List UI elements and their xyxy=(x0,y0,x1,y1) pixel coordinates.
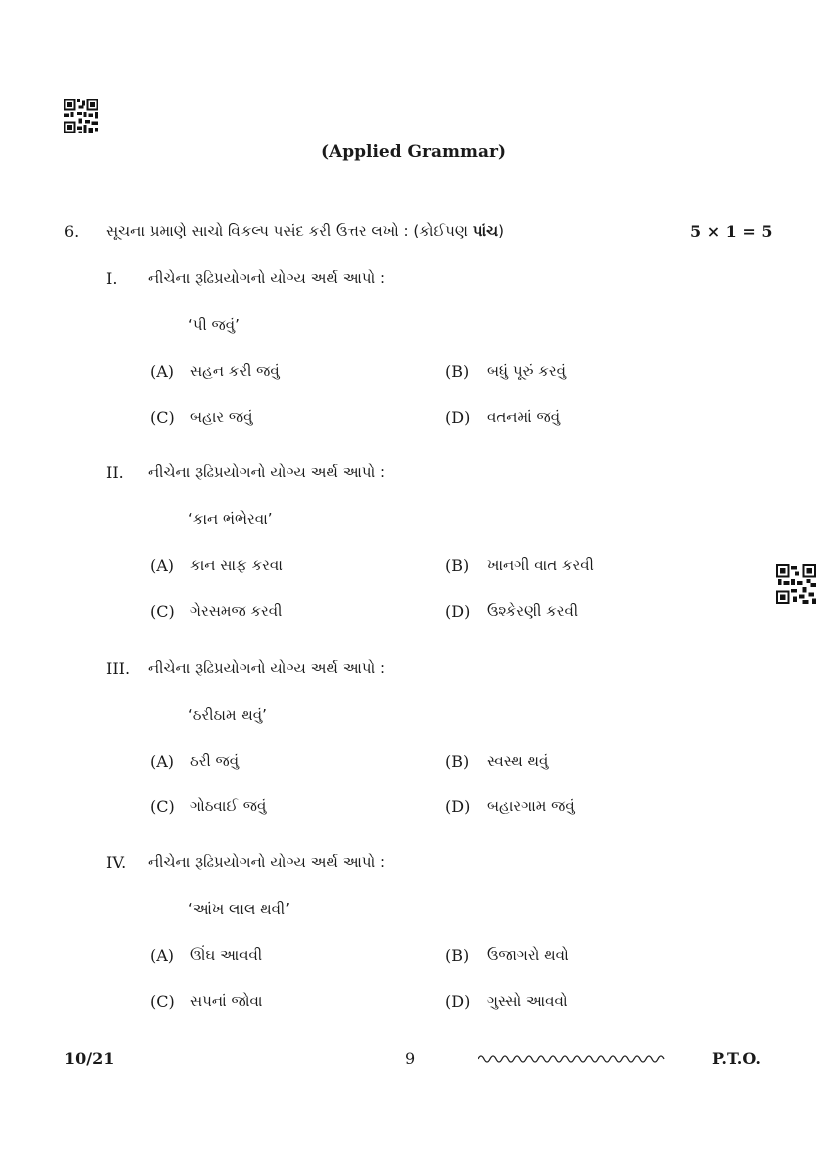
option-letter: (B) xyxy=(445,556,470,575)
idiom: ‘પી જવું’ xyxy=(188,316,240,334)
option-letter: (C) xyxy=(150,602,175,621)
question-number: 6. xyxy=(64,222,80,241)
option-text: વતનમાં જવું xyxy=(487,408,561,426)
option-letter: (A) xyxy=(150,946,175,965)
option-text: બહાર જવું xyxy=(190,408,253,426)
option-text: ઊંઘ આવવી xyxy=(190,946,263,964)
option-letter: (D) xyxy=(445,797,471,816)
option-letter: (B) xyxy=(445,362,470,381)
subquestion-label: I. xyxy=(106,269,118,288)
subquestion-text: નીચેના રૂઢિપ્રયોગનો યોગ્ય અર્થ આપો : xyxy=(148,463,386,481)
subquestion-label: IV. xyxy=(106,853,127,872)
option-letter: (C) xyxy=(150,797,175,816)
pto-label: P.T.O. xyxy=(712,1049,761,1068)
option-letter: (D) xyxy=(445,992,471,1011)
option-text: કાન સાફ કરવા xyxy=(190,556,283,574)
page-number: 9 xyxy=(405,1049,416,1068)
subquestion-label: II. xyxy=(106,463,124,482)
subquestion-text: નીચેના રૂઢિપ્રયોગનો યોગ્ય અર્થ આપો : xyxy=(148,659,386,677)
idiom: ‘ઠરીઠામ થવું’ xyxy=(188,706,267,724)
option-letter: (C) xyxy=(150,992,175,1011)
instruction-end: ) xyxy=(498,222,504,240)
option-letter: (A) xyxy=(150,752,175,771)
option-text: ગુસ્સો આવવો xyxy=(487,992,568,1010)
subquestion-label: III. xyxy=(106,659,131,678)
option-text: ખાનગી વાત કરવી xyxy=(487,556,594,574)
option-text: ઉજાગરો થવો xyxy=(487,946,569,964)
qr-code-top-icon xyxy=(64,99,98,133)
option-text: ઠરી જવું xyxy=(190,752,240,770)
idiom: ‘કાન ભંભેરવા’ xyxy=(188,510,273,528)
option-text: બધું પૂરું કરવું xyxy=(487,362,567,380)
option-letter: (A) xyxy=(150,362,175,381)
section-title: (Applied Grammar) xyxy=(320,142,507,162)
option-text: ગેરસમજ કરવી xyxy=(190,602,283,620)
option-text: સ્વસ્થ થવું xyxy=(487,752,549,770)
instruction-text: સૂચના પ્રમાણે સાચો વિકલ્પ પસંદ કરી ઉત્તર લખો : (કોઈપણ xyxy=(106,222,473,240)
subquestion-text: નીચેના રૂઢિપ્રયોગનો યોગ્ય અર્થ આપો : xyxy=(148,269,386,287)
question-instruction xyxy=(106,222,504,240)
wavy-line-icon xyxy=(478,1050,668,1069)
idiom: ‘આંખ લાલ થવી’ xyxy=(188,900,290,918)
option-text: બહારગામ જવું xyxy=(487,797,575,815)
option-letter: (B) xyxy=(445,752,470,771)
option-text: સહન કરી જવું xyxy=(190,362,280,380)
option-letter: (C) xyxy=(150,408,175,427)
qr-code-side-icon xyxy=(776,564,816,604)
option-text: ઉશ્કેરણી કરવી xyxy=(487,602,579,620)
option-text: ગોઠવાઈ જવું xyxy=(190,797,267,815)
subquestion-text: નીચેના રૂઢિપ્રયોગનો યોગ્ય અર્થ આપો : xyxy=(148,853,386,871)
option-text: સપનાં જોવા xyxy=(190,992,263,1010)
option-letter: (B) xyxy=(445,946,470,965)
paper-code: 10/21 xyxy=(64,1049,115,1068)
question-marks: 5 × 1 = 5 xyxy=(690,222,773,241)
instruction-bold: પાંચ xyxy=(472,222,499,240)
option-letter: (D) xyxy=(445,408,471,427)
option-letter: (A) xyxy=(150,556,175,575)
option-letter: (D) xyxy=(445,602,471,621)
